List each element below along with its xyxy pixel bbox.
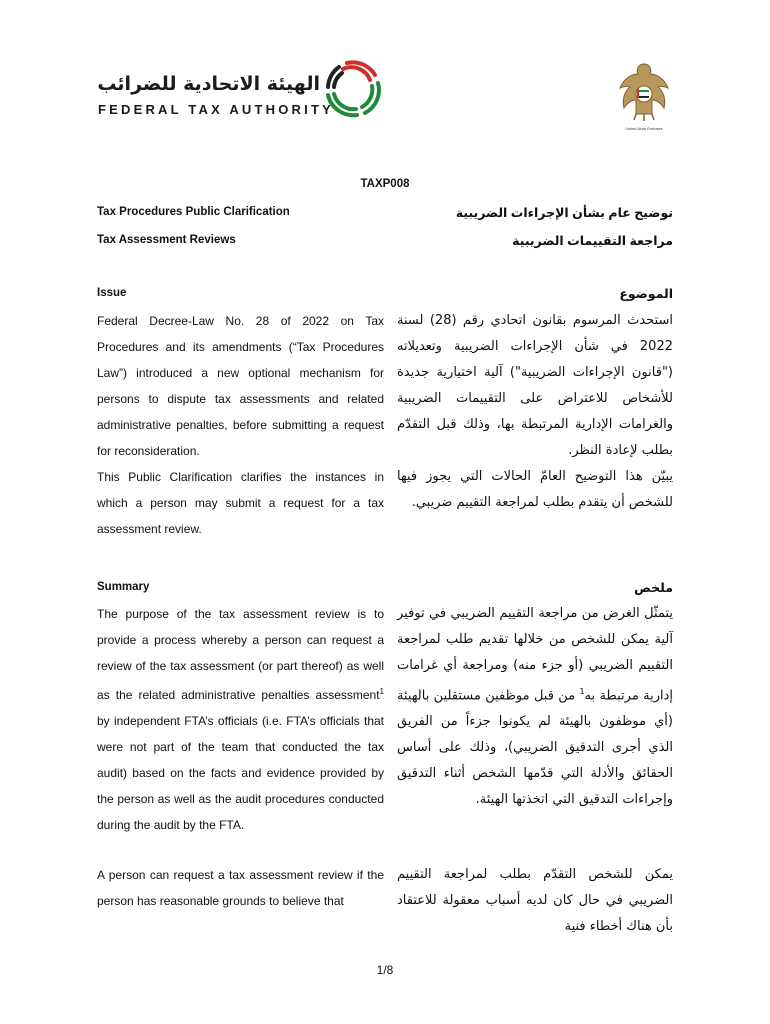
summary-p1-ar-part-a: يتمثّل الغرض من مراجعة التقييم الضريبي في توفير آلية يمكن للشخص من خلالها تقديم طلب لمراجعة التقييم الضريبي (أو جزء منه) ومراجعة أي غرامات إدارية مرتبطة به [397,606,673,704]
issue-paragraph-2-english: This Public Clarification clarifies the instances in which a person may submit a request for a tax assessment review. [97,470,384,536]
title-english: Tax Procedures Public Clarification [97,206,290,218]
logo-english-text: FEDERAL TAX AUTHORITY [98,102,334,117]
issue-paragraph-1-arabic: استحدث المرسوم بقانون اتحادي رقم (28) لسنة 2022 في شأن الإجراءات الضريبية وتعديلاته ("قانون الإجراءات الضريبية") آلية اختيارية جديدة للأشخاص للاعتراض على التقييمات الضريبية والغرامات الإدارية المرتبطة بها، وذلك قبل التقدّم بطلب لإعادة النظر. [397,313,674,458]
falcon-emblem-icon [614,60,674,124]
summary-paragraph-2-english: A person can request a tax assessment review if the person has reasonable grounds to believe that [97,868,384,908]
summary-p1-en-part-a: The purpose of the tax assessment review is to provide a process whereby a person can request a review of the tax assessment (or part thereof) as well as the related administrative penalties assessment [97,607,384,702]
title-arabic: توضيح عام بشأن الإجراءات الضريبية [455,206,673,220]
uae-emblem [614,60,674,129]
summary-paragraph-1-english [97,601,384,838]
footnote-marker: 1 [379,687,384,696]
page-number: 1/8 [376,963,394,977]
issue-heading-english: Issue [97,287,127,299]
issue-heading-arabic: الموضوع [619,287,673,301]
footnote-marker-arabic: 1 [579,687,585,696]
summary-p1-en-part-b: by independent FTA’s officials (i.e. FTA’s officials that were not part of the team that conducted the tax audit) based on the facts and evidence provided by the person as well as the audit procedures conducted during the audit by the FTA. [97,714,384,832]
document-code: TAXP008 [360,178,410,190]
summary-heading-arabic: ملخص [634,581,673,595]
subtitle-arabic: مراجعة التقييمات الضريبية [512,234,673,248]
subtitle-english: Tax Assessment Reviews [97,234,236,246]
summary-paragraph-2-arabic: يمكن للشخص التقدّم بطلب لمراجعة التقييم الضريبي في حال كان لديه أسباب معقولة للاعتقاد بأن هناك أخطاء فنية [397,867,673,934]
issue-paragraph-2-arabic: يبيّن هذا التوضيح العامّ الحالات التي يجوز فيها للشخص أن يتقدم بطلب لمراجعة التقييم ضريبي. [397,469,673,510]
summary-heading-english: Summary [97,581,150,593]
summary-paragraph-1-arabic [397,601,673,813]
summary-p1-ar-part-b: من قبل موظفين مستقلين بالهيئة (أي موظفون بالهيئة لم يكونوا جزءاً من الفريق الذي أجرى التدقيق الضريبي)، وذلك على أساس الحقائق والأدلة التي قدّمها الشخص أثناء التدقيق وإجراءات التدقيق التي اتخذتها الهيئة. [397,688,673,808]
logo-arabic-text: الهيئة الاتحادية للضرائب [97,73,320,95]
issue-paragraph-1-english: Federal Decree-Law No. 28 of 2022 on Tax Procedures and its amendments (“Tax Procedures Law”) introduced a new optional mechanism for persons to dispute tax assessments and related administrative penalties, before submitting a request for reconsideration. [97,314,384,458]
emblem-caption: United Arab Emirates [625,126,663,131]
